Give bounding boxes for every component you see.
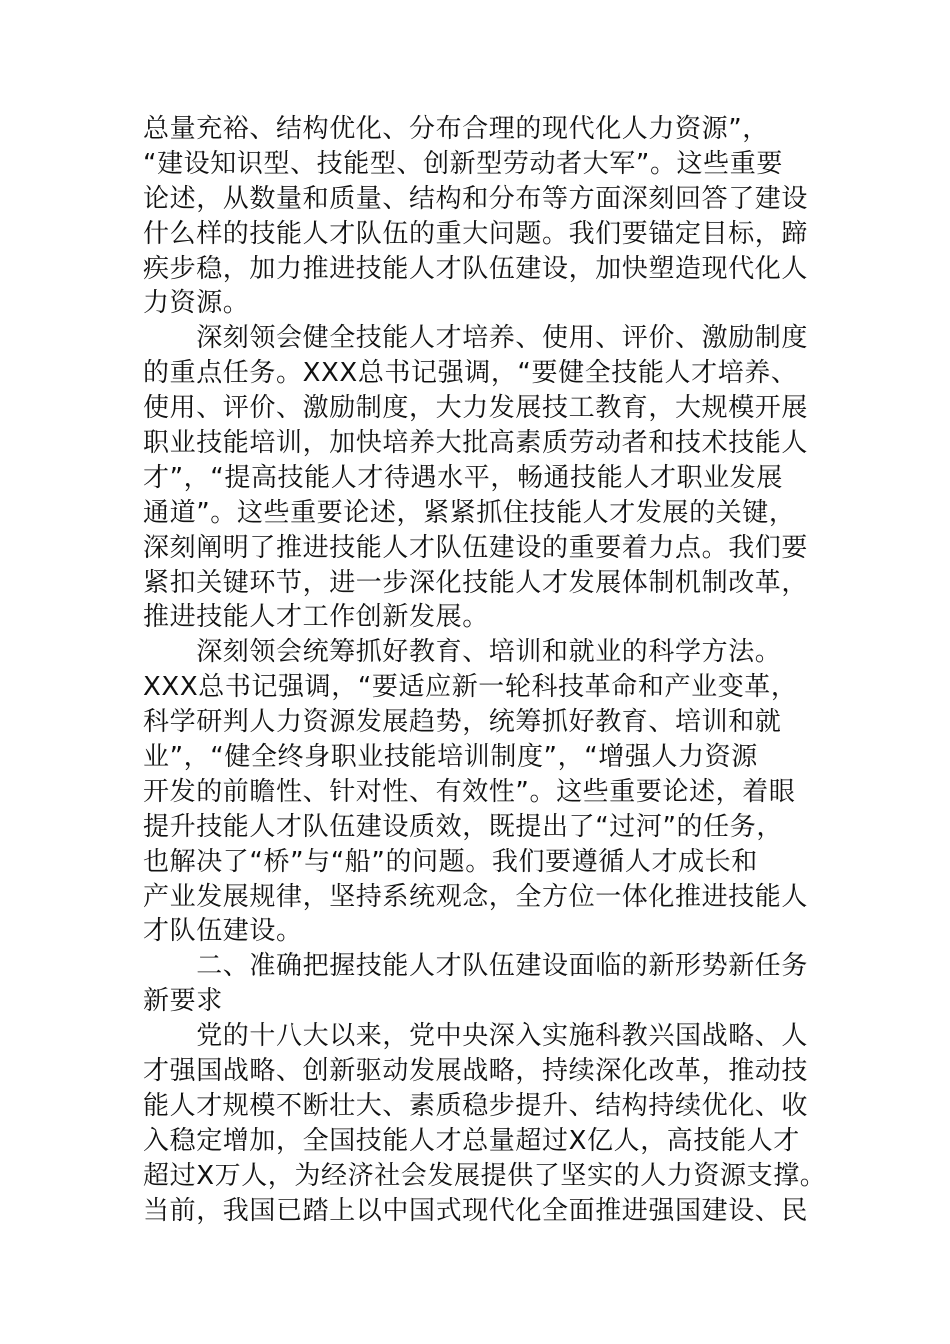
text-line: 推进技能人才工作创新发展。 (143, 602, 489, 633)
document-body (143, 112, 827, 1229)
text-line: 提升技能人才队伍建设质效，既提出了“过河”的任务， (143, 811, 783, 842)
text-line: 职业技能培训，加快培养大批高素质劳动者和技术技能人 (143, 428, 809, 459)
text-line: 总量充裕、结构优化、分布合理的现代化人力资源”， (143, 114, 769, 144)
text-line: 什么样的技能人才队伍的重大问题。我们要锚定目标，蹄 (143, 218, 809, 249)
text-line: 论述，从数量和质量、结构和分布等方面深刻回答了建设 (143, 183, 809, 214)
text-line: 产业发展规律，坚持系统观念，全方位一体化推进技能人 (143, 881, 809, 912)
text-line: 使用、评价、激励制度，大力发展技工教育，大规模开展 (143, 393, 809, 424)
text-line: 通道”。这些重要论述，紧紧抓住技能人才发展的关键， (143, 497, 796, 528)
text-line: 才”，“提高技能人才待遇水平，畅通技能人才职业发展 (143, 462, 783, 493)
text-line: 力资源。 (143, 288, 250, 319)
text-line: 疾步稳，加力推进技能人才队伍建设，加快塑造现代化人 (143, 253, 809, 284)
text-line: 才队伍建设。 (143, 916, 303, 947)
text-line: 科学研判人力资源发展趋势，统筹抓好教育、培训和就 (143, 707, 782, 738)
text-line: 才强国战略、创新驱动发展战略，持续深化改革，推动技 (143, 1056, 809, 1087)
text-line: 当前，我国已踏上以中国式现代化全面推进强国建设、民 (143, 1195, 809, 1226)
text-line: 入稳定增加，全国技能人才总量超过X亿人，高技能人才 (143, 1125, 800, 1156)
section-heading-line: 新要求 (143, 986, 223, 1017)
text-line: 能人才规模不断壮大、素质稳步提升、结构持续优化、收 (143, 1090, 809, 1121)
text-line: 也解决了“桥”与“船”的问题。我们要遵循人才成长和 (143, 846, 758, 877)
text-line: 紧扣关键环节，进一步深化技能人才发展体制机制改革， (143, 567, 809, 598)
text-line: 深刻阐明了推进技能人才队伍建设的重要着力点。我们要 (143, 532, 809, 563)
text-line: 开发的前瞻性、针对性、有效性”。这些重要论述，着眼 (143, 776, 796, 807)
text-line: 深刻领会统筹抓好教育、培训和就业的科学方法。 (143, 637, 782, 668)
text-line: “建设知识型、技能型、创新型劳动者大军”。这些重要 (143, 148, 783, 179)
text-line: 的重点任务。XXX总书记强调，“要健全技能人才培养、 (143, 358, 798, 389)
section-heading-line: 二、准确把握技能人才队伍建设面临的新形势新任务 (143, 951, 809, 982)
text-line: 党的十八大以来，党中央深入实施科教兴国战略、人 (143, 1021, 809, 1052)
text-line: 业”，“健全终身职业技能培训制度”，“增强人力资源 (143, 742, 758, 773)
text-line: 超过X万人，为经济社会发展提供了坚实的人力资源支撑。 (143, 1160, 827, 1191)
text-line: 深刻领会健全技能人才培养、使用、评价、激励制度 (143, 323, 809, 354)
text-line: XXX总书记强调，“要适应新一轮科技革命和产业变革， (143, 672, 798, 703)
